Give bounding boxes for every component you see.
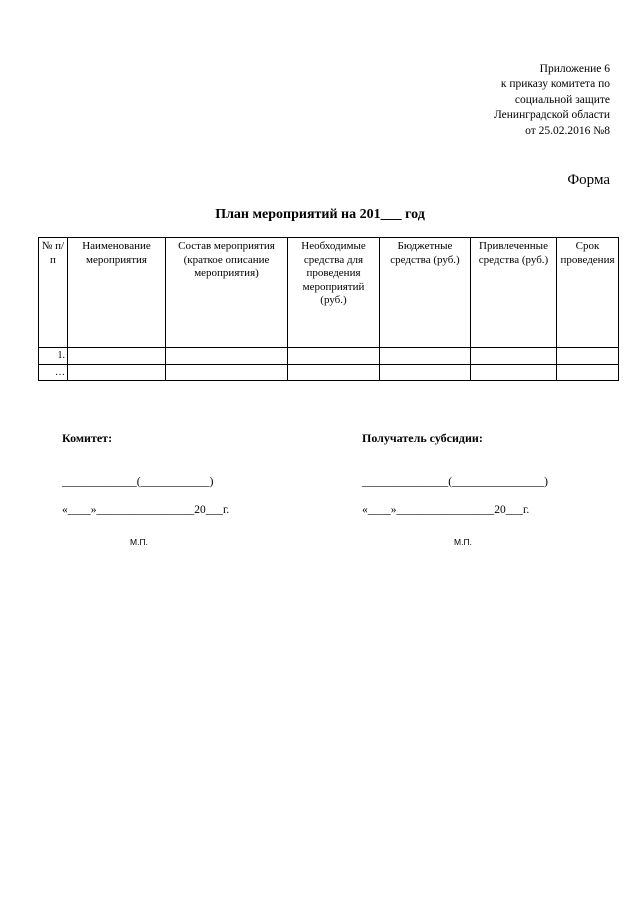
recipient-signature-label: Получатель субсидии: xyxy=(362,431,483,445)
table-cell xyxy=(166,348,288,365)
document-title: План мероприятий на 201___ год xyxy=(215,207,425,222)
committee-signature-label: Комитет: xyxy=(62,431,113,445)
table-cell xyxy=(288,364,380,381)
plan-table xyxy=(38,237,619,381)
table-cell xyxy=(557,348,619,365)
appendix-line: от 25.02.2016 №8 xyxy=(525,124,610,137)
column-header-number: № п/п xyxy=(39,238,68,348)
table-cell xyxy=(380,364,471,381)
table-row xyxy=(39,348,619,365)
table-cell xyxy=(471,348,557,365)
table-cell xyxy=(471,364,557,381)
table-cell: … xyxy=(39,364,68,381)
appendix-line: Приложение 6 xyxy=(539,63,610,75)
appendix-line: Ленинградской области xyxy=(493,109,610,122)
table-cell xyxy=(380,348,471,365)
column-header-required-funds: Необходимые средства для проведения мероприятий (руб.) xyxy=(288,238,380,348)
column-header-deadline: Срок проведения xyxy=(557,238,619,348)
committee-name-line: _____________(____________) xyxy=(62,476,214,488)
column-header-composition: Состав мероприятия (краткое описание мероприятия) xyxy=(166,238,288,348)
form-label: Форма xyxy=(567,172,610,188)
table-cell xyxy=(68,348,166,365)
committee-stamp-mark: М.П. xyxy=(130,537,148,547)
table-cell xyxy=(288,348,380,365)
recipient-date-line: «____»_________________20___г. xyxy=(362,504,530,516)
table-cell: 1. xyxy=(39,348,68,365)
appendix-line: к приказу комитета по xyxy=(500,78,610,91)
recipient-stamp-mark: М.П. xyxy=(454,537,472,547)
appendix-block xyxy=(494,62,610,139)
appendix-line: социальной защите xyxy=(514,93,610,106)
table-cell xyxy=(557,364,619,381)
table-header-row xyxy=(39,238,619,348)
recipient-name-line: _______________(________________) xyxy=(362,476,548,488)
table-cell xyxy=(68,364,166,381)
column-header-name: Наименование мероприятия xyxy=(68,238,166,348)
column-header-attracted-funds: Привлеченные средства (руб.) xyxy=(471,238,557,348)
table-cell xyxy=(166,364,288,381)
table-row xyxy=(39,364,619,381)
column-header-budget-funds: Бюджетные средства (руб.) xyxy=(380,238,471,348)
committee-date-line: «____»_________________20___г. xyxy=(62,504,230,516)
